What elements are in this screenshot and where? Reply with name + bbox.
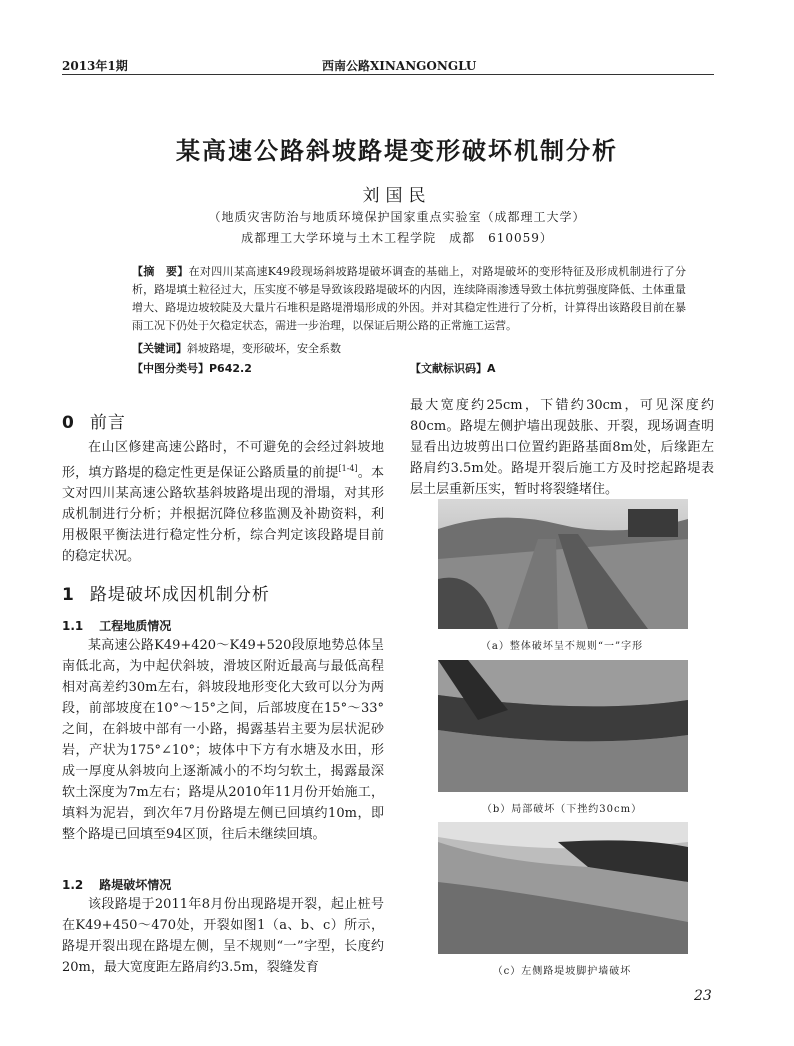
section-0-number: 0 <box>62 413 74 433</box>
figure-a-photo <box>438 499 688 629</box>
abstract-text: 在对四川某高速K49段现场斜坡路堤破坏调查的基础上，对路堤破坏的变形特征及形成机制进行了分析，路堤填土粒径过大，压实度不够是导致该段路堤破坏的内因，连续降雨渗透导致土体抗剪强度降低、土体重量增大、路堤边坡较陡及大量片石堆积是路堤滑塌形成的外因。并对其稳定性进行了分析，计算得出该路段目前在暴雨工况下仍处于欠稳定状态，需进一步治理，以保证后期公路的正常施工运营。 <box>132 265 686 332</box>
author-name: 刘国民 <box>362 186 432 206</box>
abstract <box>132 263 686 335</box>
figure-b-photo <box>438 660 688 792</box>
section-1-2-number: 1.2 <box>62 878 84 892</box>
right-column-paragraph: 最大宽度约25cm，下错约30cm，可见深度约80cm。路堤左侧护墙出现鼓胀、开裂，现场调查明显看出边坡剪出口位置约距路基面8m处，后缘距左路肩约3.5m处。路堤开裂后施工方及时挖起路堤表层土层重新压实，暂时将裂缝堵住。 <box>410 398 714 497</box>
section-1-2-title: 路堤破坏情况 <box>99 878 172 892</box>
paper-title: 某高速公路斜坡路堤变形破坏机制分析 <box>176 137 618 165</box>
section-1-1-title: 工程地质情况 <box>99 619 172 633</box>
header-rule <box>62 74 714 75</box>
affiliation-line-2: 成都理工大学环境与土木工程学院 成都 610059） <box>241 231 553 245</box>
section-0-paragraph <box>62 437 384 567</box>
section-1-1-heading <box>62 617 384 634</box>
figure-b-caption: （b）局部破坏（下挫约30cm） <box>481 804 643 815</box>
keywords-text: 斜坡路堤，变形破坏，安全系数 <box>187 342 341 355</box>
section-0-text-b: 。本文对四川某高速公路软基斜坡路堤出现的滑塌，对其形成机制进行分析；并根据沉降位移监测及补勘资料，利用极限平衡法进行稳定性分析，综合判定该段路堤目前的稳定状况。 <box>62 465 384 565</box>
figure-c-caption: （c）左侧路堤坡脚护墙破坏 <box>492 966 632 977</box>
section-1-heading <box>62 580 384 605</box>
section-1-title: 路堤破坏成因机制分析 <box>89 585 270 605</box>
keywords <box>132 340 341 356</box>
section-1-number: 1 <box>62 585 74 605</box>
section-0-title: 前言 <box>89 413 126 433</box>
classification <box>132 360 252 376</box>
figure-a-caption: （a）整体破坏呈不规则“一”字形 <box>480 641 644 652</box>
section-0-text-a: 在山区修建高速公路时，不可避免的会经过斜坡地形，填方路堤的稳定性更是保证公路质量的前提 <box>62 440 384 481</box>
document-code-label: 【文献标识码】 <box>410 362 487 375</box>
abstract-label: 【摘 要】 <box>132 265 189 278</box>
keywords-label: 【关键词】 <box>132 342 187 355</box>
document-code <box>410 360 496 376</box>
issue-label: 2013年1期 <box>62 59 128 73</box>
section-1-1-paragraph: 某高速公路K49+420～K49+520段原地势总体呈南低北高，为中起伏斜坡，滑坡区附近最高与最低高程相对高差约30m左右，斜坡段地形变化大致可以分为两段，前部坡度在10°～15°之间，后部坡度在15°～33°之间，在斜坡中部有一小路，揭露基岩主要为层状泥砂岩，产状为175°∠10°；坡体中下方有水塘及水田，形成一厚度从斜坡向上逐渐减小的不均匀软土，揭露最深软土深度为7m左右；路堤从2010年11月份开始施工，填料为泥岩，到次年7月份路堤左侧已回填约10m，即整个路堤已回填至94区顶，往后未继续回填。 <box>62 638 384 842</box>
section-1-2-heading <box>62 876 384 893</box>
section-1-1-number: 1.1 <box>62 619 84 633</box>
section-1-2-paragraph: 该段路堤于2011年8月份出现路堤开裂，起止桩号在K49+450～470处，开裂如图1（a、b、c）所示，路堤开裂出现在路堤左侧，呈不规则“一”字型，长度约20m，最大宽度距左路肩约3.5m，裂缝发育 <box>62 897 384 975</box>
page-number: 23 <box>694 988 712 1004</box>
classification-label: 【中图分类号】 <box>132 362 209 375</box>
classification-value: P642.2 <box>209 362 252 375</box>
document-code-value: A <box>487 362 496 375</box>
figure-c-photo <box>438 822 688 954</box>
section-0-heading <box>62 408 384 433</box>
journal-name: 西南公路XINANGONGLU <box>322 59 477 73</box>
citation-ref: [1-4] <box>338 464 358 473</box>
affiliation-line-1: （地质灾害防治与地质环境保护国家重点实验室（成都理工大学） <box>208 210 586 224</box>
